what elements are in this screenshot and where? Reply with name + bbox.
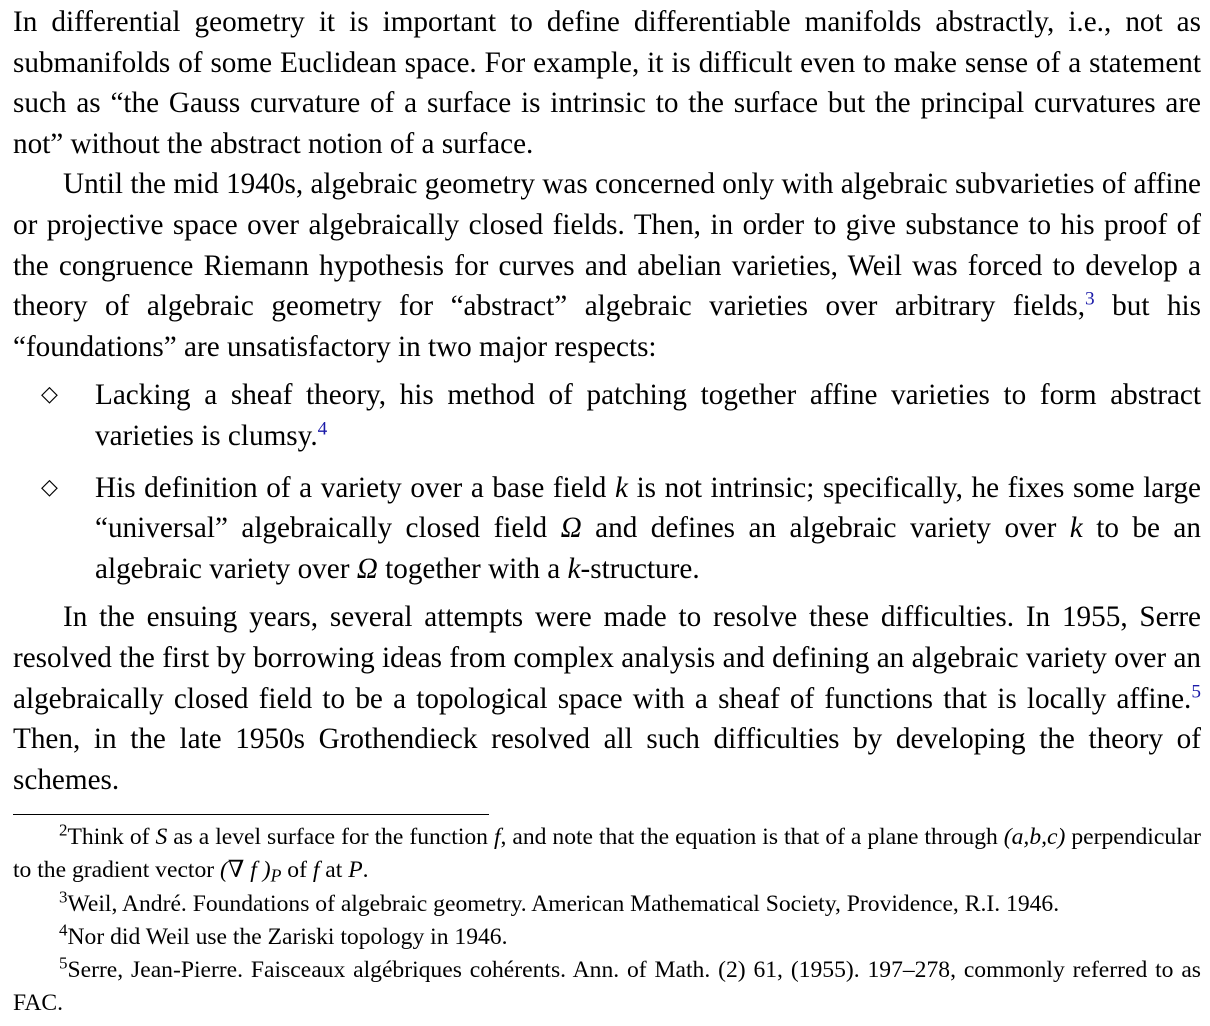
footnote-4: $^4$Nor did Weil use the Zariski topology in 1946. (59, 920, 508, 950)
main-text (13, 2, 1201, 800)
math-k: k (1069, 512, 1083, 545)
footnote-3: $^3$Weil, André. Foundations of algebraic geometry. American Mathematical Society, Providence, R.I. 1946. (59, 887, 1060, 917)
list-item: ◇ His definition of a variety over a base field k is not intrinsic; specifically, he fixes some large “universal” algebraically closed field Ω and defines an algebraic variety over k to be an algebraic variety over Ω together with a k-structure. (13, 468, 1201, 590)
diamond-bullet-icon: ◇ (41, 474, 58, 500)
footnote-ref-5[interactable]: 5 (1191, 680, 1201, 702)
paragraph-2: Until the mid 1940s, algebraic geometry was concerned only with algebraic subvarieties of affine or projective space over algebraically closed fields. Then, in order to give substance to his proof of the congruence Riemann hypothesis for curves and abelian varieties, Weil was forced to develop a theory of algebraic geometry for “abstract” algebraic varieties over arbitrary fields,$^3$ but his “foundations” are unsatisfactory in two major respects: (13, 168, 1202, 363)
paragraph-3: In the ensuing years, several attempts were made to resolve these difficulties. In 1955, Serre resolved the first by borrowing ideas from complex analysis and defining an algebraic variety over an algebraically closed field to be a topological space with a sheaf of functions that is locally affine.$^5$ Then, in the late 1950s Grothendieck resolved all such difficulties by developing the theory of schemes. (13, 601, 1201, 796)
math-k: k (567, 552, 581, 585)
math-omega: Ω (560, 512, 582, 545)
footnote-ref-4[interactable]: 4 (317, 418, 328, 440)
paragraph-1: In differential geometry it is important to define differentiable manifolds abstractly, i.e., not as submanifolds of some Euclidean space. For example, it is difficult even to make sense of a statement such as “the Gauss curvature of a surface is intrinsic to the surface but the principal curvatures are not” without the abstract notion of a surface. (13, 6, 1201, 160)
footnote-divider (13, 814, 489, 815)
footnotes (13, 821, 1201, 1020)
math-omega: Ω (356, 552, 378, 585)
list-item: ◇ Lacking a sheaf theory, his method of patching together affine varieties to form abstract varieties is clumsy.$^4$ (13, 375, 1201, 456)
footnote-ref-3[interactable]: 3 (1085, 288, 1095, 310)
math-k: k (615, 471, 628, 504)
bullet-list (13, 375, 1201, 589)
diamond-bullet-icon: ◇ (41, 382, 58, 408)
footnote-2: $^2$Think of S as a level surface for the function f, and note that the equation is that of a plane through (a,b,c) perpendicular to the gradient vector (∇ f )$_P$ of f at P. (13, 820, 1202, 886)
page (13, 2, 1201, 1021)
footnote-5: $^5$Serre, Jean-Pierre. Faisceaux algébriques cohérents. Ann. of Math. (2) 61, (1955). 197–278, commonly referred to as FAC. (13, 953, 1201, 1017)
